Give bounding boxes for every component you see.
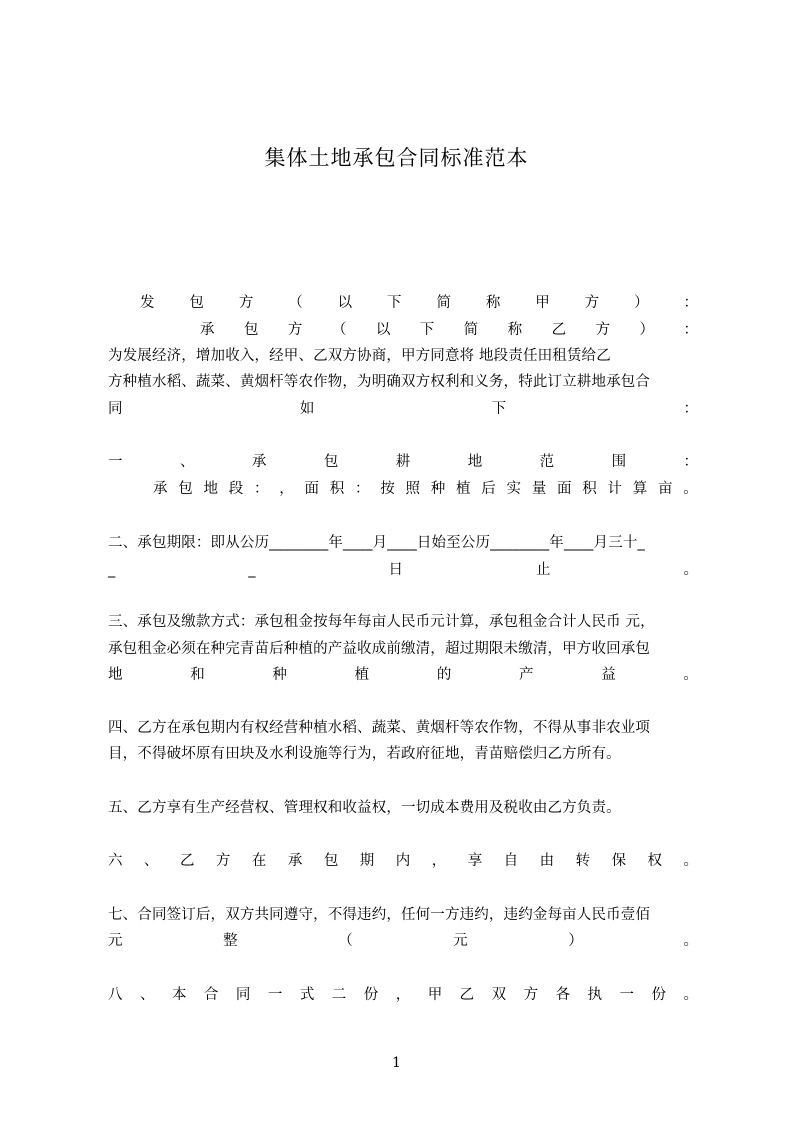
line-glyph: 益 (601, 667, 616, 683)
line-glyph: （ (331, 322, 347, 338)
line-glyph: 八 (108, 987, 123, 1003)
line-glyph: 双 (491, 987, 507, 1003)
line-glyph: 方 (523, 987, 539, 1003)
line-glyph: 发 (140, 295, 155, 311)
line-glyph: 保 (611, 853, 627, 869)
line-glyph: 的 (436, 667, 452, 683)
line-glyph: 甲 (535, 295, 550, 311)
paragraph-line (108, 449, 698, 475)
line-glyph: 乙 (459, 987, 475, 1003)
line-glyph: 承 (287, 853, 303, 869)
line-glyph: 转 (575, 853, 591, 869)
paragraph-line (153, 476, 698, 502)
line-glyph: ： (683, 401, 698, 417)
line-glyph: _ (248, 562, 256, 578)
line-glyph: 承 (153, 481, 168, 497)
line-glyph: ， (395, 987, 411, 1003)
line-glyph: 简 (463, 322, 479, 338)
line-glyph: 承 (251, 454, 267, 470)
line-glyph: 二 (331, 987, 347, 1003)
line-glyph: 包 (178, 481, 193, 497)
line-glyph: 方 (215, 853, 231, 869)
line-glyph: 在 (251, 853, 267, 869)
line-glyph: 整 (223, 933, 238, 949)
line-glyph: 一 (267, 987, 283, 1003)
paragraph-line (108, 928, 698, 954)
line-glyph: 照 (405, 481, 420, 497)
paragraph-line (108, 848, 698, 874)
line-glyph: 自 (503, 853, 519, 869)
paragraph-line (108, 662, 698, 688)
paragraph-line: 方种植水稻、蔬菜、黄烟杆等农作物，为明确双方权利和义务，特此订立耕地承包合 (108, 374, 651, 390)
document-title: 集体土地承包合同标准范本 (264, 146, 529, 170)
line-glyph: 计 (607, 481, 622, 497)
line-glyph: 种 (430, 481, 446, 497)
line-glyph: 期 (359, 853, 375, 869)
line-glyph: ： (355, 481, 370, 497)
line-glyph: 包 (189, 295, 204, 311)
line-glyph: 产 (519, 667, 534, 683)
paragraph-line (108, 557, 698, 583)
line-glyph: 方 (584, 295, 600, 311)
paragraph-line: 三、承包及缴款方式：承包租金按每年每亩人民币元计算，承包租金合计人民币 元， (108, 614, 655, 630)
line-glyph: 享 (467, 853, 483, 869)
paragraph-line (140, 290, 698, 316)
line-glyph: 。 (683, 987, 698, 1003)
line-glyph: ： (683, 454, 698, 470)
line-glyph: 包 (323, 454, 339, 470)
line-glyph: 后 (481, 481, 496, 497)
line-glyph: （ (288, 295, 303, 311)
line-glyph: 地 (467, 454, 483, 470)
line-glyph: 止 (536, 562, 551, 578)
line-glyph: 、 (143, 853, 159, 869)
line-glyph: 范 (539, 454, 555, 470)
line-glyph: 执 (587, 987, 603, 1003)
line-glyph: 简 (436, 295, 451, 311)
line-glyph: 由 (539, 853, 555, 869)
line-glyph: 方 (238, 295, 254, 311)
line-glyph: 方 (595, 322, 611, 338)
line-glyph: 植 (354, 667, 370, 683)
line-glyph: 如 (299, 401, 315, 417)
line-glyph: 日 (388, 562, 403, 578)
line-glyph: 六 (108, 853, 123, 869)
line-glyph: _ (108, 562, 116, 578)
line-glyph: 下 (387, 295, 402, 311)
line-glyph: 和 (190, 667, 205, 683)
line-glyph: ） (568, 933, 583, 949)
line-glyph: 面 (304, 481, 319, 497)
line-glyph: ） (634, 295, 649, 311)
line-glyph: 元 (453, 933, 468, 949)
line-glyph: ， (431, 853, 447, 869)
line-glyph: 份 (363, 987, 379, 1003)
line-glyph: 以 (375, 322, 391, 338)
line-glyph: 称 (485, 295, 501, 311)
line-glyph: 乙 (179, 853, 195, 869)
line-glyph: 耕 (395, 454, 411, 470)
line-glyph: 称 (507, 322, 523, 338)
paragraph-line: 七、合同签订后，双方共同遵守，不得违约，任何一方违约，违约金每亩人民币壹佰 (108, 907, 651, 923)
line-glyph: 地 (108, 667, 123, 683)
line-glyph: ： (683, 295, 698, 311)
line-glyph: ： (254, 481, 269, 497)
line-glyph: ： (683, 322, 698, 338)
line-glyph: 植 (456, 481, 471, 497)
line-glyph: 亩 (658, 481, 673, 497)
paragraph-line: 四、乙方在承包期内有权经营种植水稻、蔬菜、黄烟杆等农作物，不得从事非农业项 (108, 720, 651, 736)
line-glyph: 以 (337, 295, 353, 311)
line-glyph: 下 (491, 401, 507, 417)
line-glyph: 算 (632, 481, 648, 497)
paragraph-line (200, 317, 698, 343)
line-glyph: 。 (683, 562, 698, 578)
line-glyph: 同 (108, 401, 123, 417)
paragraph-line (108, 396, 698, 422)
line-glyph: 包 (243, 322, 259, 338)
line-glyph: 按 (380, 481, 395, 497)
line-glyph: 甲 (427, 987, 443, 1003)
paragraph-line: 为发展经济，增加收入，经甲、乙双方协商，甲方同意将 地段责任田租赁给乙 (108, 348, 611, 364)
paragraph-line: 二、承包期限：即从公历________年____月____日始至公历________年____月三十_ (108, 535, 645, 551)
line-glyph: 、 (139, 987, 155, 1003)
line-glyph: 面 (557, 481, 572, 497)
line-glyph: 。 (683, 933, 698, 949)
line-glyph: ） (639, 322, 655, 338)
line-glyph: 下 (419, 322, 435, 338)
line-glyph: 各 (555, 987, 571, 1003)
line-glyph: ， (279, 481, 294, 497)
line-glyph: 方 (287, 322, 303, 338)
line-glyph: 、 (179, 454, 195, 470)
line-glyph: 元 (108, 933, 123, 949)
line-glyph: （ (338, 933, 353, 949)
line-glyph: 权 (647, 853, 663, 869)
line-glyph: 乙 (551, 322, 567, 338)
paragraph-line: 五、乙方享有生产经营权、管理权和收益权，一切成本费用及税收由乙方负责。 (108, 800, 621, 816)
line-glyph: 种 (272, 667, 287, 683)
line-glyph: 份 (651, 987, 666, 1003)
line-glyph: 积 (582, 481, 597, 497)
line-glyph: 。 (683, 667, 698, 683)
line-glyph: 包 (323, 853, 339, 869)
line-glyph: 本 (171, 987, 187, 1003)
paragraph-line: 目，不得破坏原有田块及水利设施等行为，若政府征地，青苗赔偿归乙方所有。 (108, 746, 621, 762)
page-number: 1 (392, 1055, 401, 1071)
line-glyph: 地 (203, 481, 218, 497)
line-glyph: 一 (619, 987, 634, 1003)
line-glyph: 积 (329, 481, 345, 497)
line-glyph: 式 (299, 987, 315, 1003)
paragraph-line: 承包租金必须在种完青苗后种植的产益收成前缴清，超过期限未缴清，甲方收回承包 (108, 641, 651, 657)
line-glyph: 同 (235, 987, 251, 1003)
line-glyph: 合 (203, 987, 219, 1003)
paragraph-line (108, 982, 698, 1008)
line-glyph: 实 (506, 481, 521, 497)
line-glyph: 承 (200, 322, 215, 338)
line-glyph: 围 (611, 454, 627, 470)
line-glyph: 内 (395, 853, 411, 869)
line-glyph: 段 (228, 481, 244, 497)
line-glyph: 一 (108, 454, 123, 470)
line-glyph: 。 (683, 481, 698, 497)
line-glyph: 量 (531, 481, 547, 497)
line-glyph: 。 (683, 853, 698, 869)
